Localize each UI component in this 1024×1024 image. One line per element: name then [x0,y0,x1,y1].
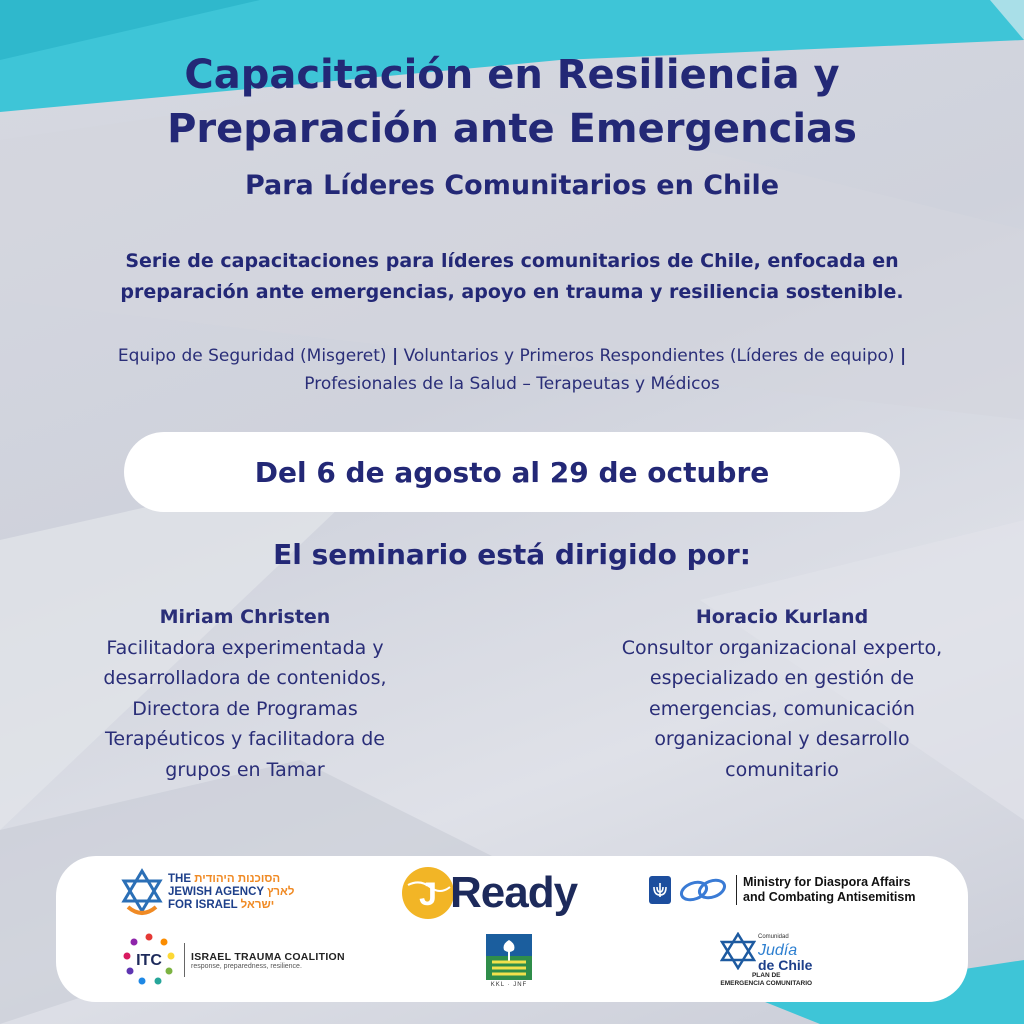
description-line-1: Serie de capacitaciones para líderes comunitarios de Chile, enfocada en [125,250,899,272]
presenter-bio-line: emergencias, comunicación [649,697,915,720]
presenter-bio-line: desarrolladora de contenidos, [103,667,387,689]
presenter-bio-line: especializado en gestión de [649,667,915,689]
jready-logo [400,860,577,926]
jready-letter: J [419,876,437,912]
itc-abbr: ITC [136,952,162,969]
presenter-name: Horacio Kurland [695,606,869,628]
star-of-david-icon [120,867,164,917]
presenter-bio-line: Consultor organizacional experto, [621,636,943,659]
page-title [0,48,1024,156]
presenter-bio-line: grupos en Tamar [165,758,325,781]
kkl-caption: KKL · JNF [490,982,528,988]
star-of-david-icon [720,932,756,970]
ja-line1-he: הסוכנות היהודית [194,872,281,885]
kkl-tree-icon [484,932,534,982]
plan-line-1: PLAN DE [751,972,781,979]
audience-volunteers: Voluntarios y Primeros Respondientes (Líderes de equipo) [403,346,895,366]
audience-separator: | [391,346,399,366]
ja-line1-en: THE [168,872,191,885]
comunidad-judia: Judía [758,942,798,959]
audience-security-team: Equipo de Seguridad (Misgeret) [117,346,387,366]
presenter-miriam-christen [60,602,430,785]
audience-separator: | [899,346,907,366]
ja-line2-en: JEWISH AGENCY [168,885,264,898]
ja-line2-he: לארץ [267,885,295,898]
jready-text: Ready [450,868,578,917]
jewish-agency-logo [120,864,294,920]
date-range: Del 6 de agosto al 29 de octubre [254,455,770,489]
globe-icon [400,865,456,921]
itc-tagline: response, preparedness, resilience. [191,962,302,970]
itc-dots-ring-icon [120,931,178,989]
itc-divider [184,943,185,977]
ministry-line-1: Ministry for Diaspora Affairs [743,875,911,889]
title-line-2: Preparación ante Emergencias [167,106,857,152]
comunidad-de-chile: de Chile [758,957,813,973]
date-range-banner [124,432,900,512]
presenter-bio-line: organizacional y desarrollo [654,728,910,750]
presenter-bio-line: comunitario [725,758,839,781]
comunidad-judia-logo [720,930,812,998]
itc-logo [120,932,345,988]
kkl-jnf-logo [484,932,534,996]
ministry-divider [736,875,737,905]
menorah-emblem-icon [648,875,672,905]
target-audience [20,342,1004,398]
subtitle: Para Líderes Comunitarios en Chile [244,170,780,201]
presenter-bio-line: Directora de Programas [132,697,358,720]
presenter-name: Miriam Christen [159,606,331,628]
ministry-mark-icon [678,875,730,905]
ministry-logo [648,870,915,910]
ministry-line-2: and Combating Antisemitism [743,890,916,904]
description [60,246,964,308]
description-line-2: preparación ante emergencias, apoyo en trauma y resiliencia sostenible. [120,281,904,303]
partner-logos-panel [56,856,968,1002]
ja-line3-en: FOR ISRAEL [168,898,238,911]
title-line-1: Capacitación en Resiliencia y [184,52,840,98]
presenter-bio-line: Facilitadora experimentada y [106,636,384,659]
presenter-bio-line: Terapéuticos y facilitadora de [105,728,385,750]
plan-line-2: EMERGENCIA COMUNITARIO [720,980,813,987]
ja-line3-he: ישראל [240,898,275,911]
audience-health-professionals: Profesionales de la Salud – Terapeutas y Médicos [304,374,720,394]
presenter-horacio-kurland [580,602,984,785]
itc-name: ISRAEL TRAUMA COALITION [191,950,345,963]
comunidad-small: Comunidad [758,934,789,940]
led-by-heading: El seminario está dirigido por: [273,538,751,571]
